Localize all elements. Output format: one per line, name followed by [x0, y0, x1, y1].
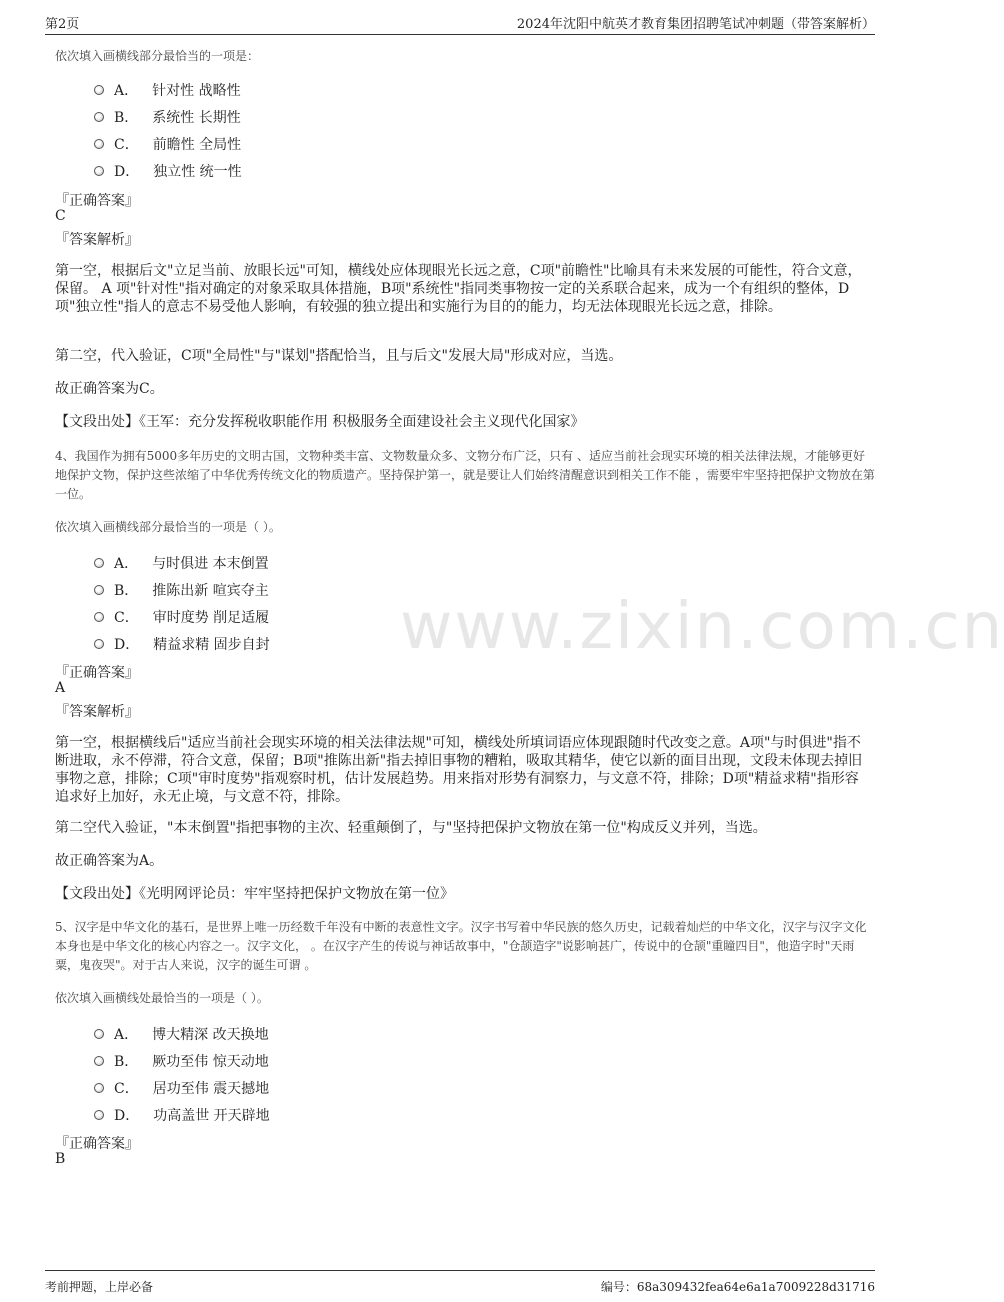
q4-analysis-p3: 故正确答案为A。 — [55, 853, 164, 869]
option-text: 精益求精 固步自封 — [153, 637, 270, 653]
q4-option-c[interactable] — [94, 607, 269, 627]
option-letter: D． — [114, 164, 140, 180]
q3-analysis-heading: 『答案解析』 — [55, 232, 139, 248]
option-letter: B． — [114, 1054, 139, 1070]
option-text: 审时度势 削足适履 — [152, 610, 270, 626]
q5-option-d[interactable] — [94, 1105, 270, 1125]
q4-analysis-heading: 『答案解析』 — [55, 704, 139, 720]
q4-analysis-p2: 第二空代入验证，"本末倒置"指把事物的主次、轻重颠倒了，与"坚持把保护文物放在第一位"构成反义并列，当选。 — [55, 820, 767, 836]
option-text: 针对性 战略性 — [152, 83, 241, 99]
option-text: 居功至伟 震天撼地 — [152, 1081, 270, 1097]
q3-answer: C — [55, 208, 66, 224]
option-letter: C． — [114, 1081, 139, 1097]
q5-stem: 5、汉字是中华文化的基石，是世界上唯一历经数千年没有中断的表意性文字。汉字书写着中华民族的悠久历史，记载着灿烂的中华文化，汉字与汉字文化本身也是中华文化的核心内容之一。汉字文化， 。在汉字产生的传说与神话故事中，"仓颉造字"说影响甚广，传说中的仓颉"重瞳四目"，他造字时"天雨粟，鬼夜哭"。对于古人来说，汉字的诞生可谓 。 — [55, 920, 867, 972]
q3-prompt: 依次填入画横线部分最恰当的一项是： — [55, 49, 260, 63]
radio-icon[interactable] — [94, 612, 104, 622]
q5-answer-heading: 『正确答案』 — [55, 1136, 139, 1152]
q5-option-b[interactable] — [94, 1051, 269, 1071]
page-footer — [45, 1270, 875, 1295]
radio-icon[interactable] — [94, 585, 104, 595]
radio-icon[interactable] — [94, 1056, 104, 1066]
q4-source: 【文段出处】《光明网评论员：牢牢坚持把保护文物放在第一位》 — [55, 886, 454, 902]
q3-option-a[interactable] — [94, 80, 241, 100]
radio-icon[interactable] — [94, 558, 104, 568]
radio-icon[interactable] — [94, 1029, 104, 1039]
radio-icon[interactable] — [94, 85, 104, 95]
q4-answer-heading: 『正确答案』 — [55, 665, 139, 681]
footer-slogan: 考前押题，上岸必备 — [45, 1280, 154, 1294]
option-letter: C． — [114, 137, 139, 153]
q4-answer: A — [55, 680, 66, 696]
option-text: 系统性 长期性 — [152, 110, 241, 126]
option-letter: D． — [114, 1108, 140, 1124]
q4-analysis-p1: 第一空，根据横线后"适应当前社会现实环境的相关法律法规"可知，横线处所填词语应体现跟随时代改变之意。A项"与时俱进"指不断进取，永不停滞，符合文意，保留；B项"推陈出新"指去掉旧事物的糟粕，吸取其精华，使它以新的面目出现，文段未体现去掉旧事物之意，排除；C项"审时度势"指观察时机，估计发展趋势。用来指对形势有洞察力，与文意不符，排除；D项"精益求精"指形容追求好上加好，永无止境，与文意不符，排除。 — [55, 735, 863, 805]
option-letter: D． — [114, 637, 140, 653]
option-text: 独立性 统一性 — [153, 164, 242, 180]
option-text: 博大精深 改天换地 — [152, 1027, 269, 1043]
option-text: 与时俱进 本末倒置 — [152, 556, 269, 572]
option-letter: A． — [114, 556, 139, 572]
q3-option-b[interactable] — [94, 107, 241, 127]
radio-icon[interactable] — [94, 112, 104, 122]
option-text: 前瞻性 全局性 — [152, 137, 242, 153]
option-letter: B． — [114, 110, 139, 126]
option-text: 功高盖世 开天辟地 — [153, 1108, 270, 1124]
q4-option-b[interactable] — [94, 580, 269, 600]
watermark: www.zixin.com.cn — [400, 590, 1004, 664]
page-header — [45, 10, 875, 35]
q3-analysis-p2: 第二空，代入验证，C项"全局性"与"谋划"搭配恰当，且与后文"发展大局"形成对应，当选。 — [55, 348, 623, 364]
q3-option-c[interactable] — [94, 134, 241, 154]
document-id: 编号：68a309432fea64e6a1a7009228d31716 — [600, 1280, 875, 1294]
option-letter: C． — [114, 610, 139, 626]
q5-answer: B — [55, 1151, 66, 1167]
q4-option-d[interactable] — [94, 634, 270, 654]
radio-icon[interactable] — [94, 1083, 104, 1093]
q4-stem: 4、我国作为拥有5000多年历史的文明古国，文物种类丰富、文物数量众多、文物分布广泛，只有 、适应当前社会现实环境的相关法律法规，才能够更好地保护文物，保护这些浓缩了中华优秀传统文化的物质遗产。坚持保护第一，就是要让人们始终清醒意识到相关工作不能 ，需要牢牢坚持把保护文物放在第一位。 — [55, 449, 875, 501]
page-number: 第2页 — [45, 17, 80, 32]
q5-prompt: 依次填入画横线处最恰当的一项是（ ）。 — [55, 991, 269, 1005]
q3-option-d[interactable] — [94, 161, 242, 181]
option-letter: A． — [114, 1027, 139, 1043]
q3-answer-heading: 『正确答案』 — [55, 193, 139, 209]
q4-option-a[interactable] — [94, 553, 269, 573]
option-letter: B． — [114, 583, 139, 599]
q5-option-a[interactable] — [94, 1024, 269, 1044]
q4-prompt: 依次填入画横线部分最恰当的一项是（ ）。 — [55, 520, 281, 534]
q3-analysis-p3: 故正确答案为C。 — [55, 381, 164, 397]
option-letter: A． — [114, 83, 139, 99]
radio-icon[interactable] — [94, 166, 104, 176]
option-text: 推陈出新 喧宾夺主 — [152, 583, 269, 599]
q3-analysis-p1: 第一空，根据后文"立足当前、放眼长远"可知，横线处应体现眼光长远之意，C项"前瞻性"比喻具有未来发展的可能性，符合文意，保留。 A 项"针对性"指对确定的对象采取具体措施，B项"系统性"指同类事物按一定的关系联合起来，成为一个有组织的整体，D项"独立性"指人的意志不易受他人影响，有较强的独立提出和实施行为目的的能力，均无法体现眼光长远之意，排除。 — [55, 263, 862, 315]
radio-icon[interactable] — [94, 1110, 104, 1120]
radio-icon[interactable] — [94, 639, 104, 649]
q5-option-c[interactable] — [94, 1078, 269, 1098]
option-text: 厥功至伟 惊天动地 — [152, 1054, 269, 1070]
document-title: 2024年沈阳中航英才教育集团招聘笔试冲刺题（带答案解析） — [516, 17, 875, 32]
q3-source: 【文段出处】《王军：充分发挥税收职能作用 积极服务全面建设社会主义现代化国家》 — [55, 414, 585, 430]
radio-icon[interactable] — [94, 139, 104, 149]
